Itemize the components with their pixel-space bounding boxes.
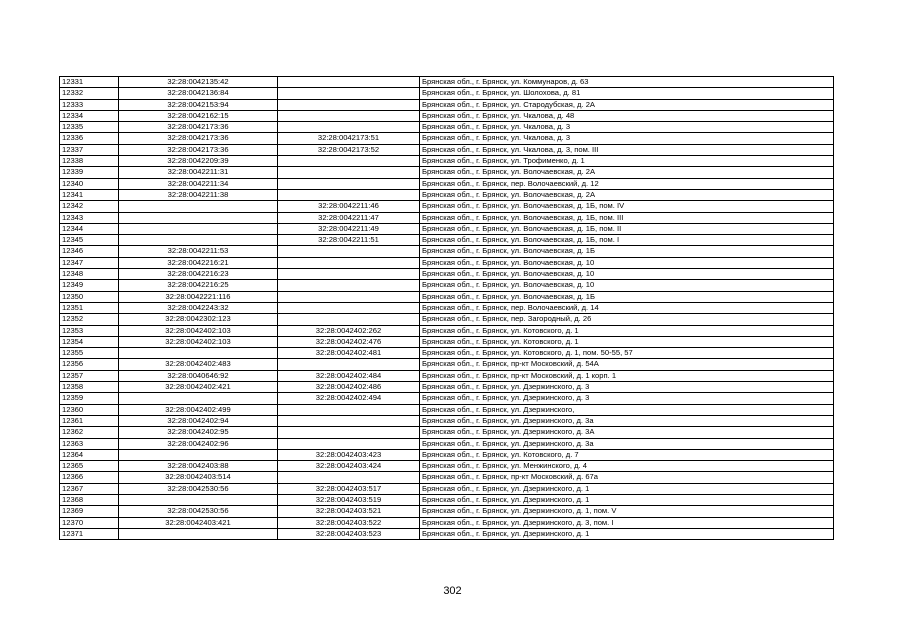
- record-number-cell: 12334: [60, 110, 119, 121]
- address-cell: Брянская обл., г. Брянск, ул. Волочаевская, д. 1Б, пом. II: [420, 223, 834, 234]
- table-row: [60, 348, 834, 359]
- premises-cadastral-number-cell: 32:28:0042211:46: [278, 201, 420, 212]
- premises-cadastral-number-cell: 32:28:0042403:522: [278, 517, 420, 528]
- registry-table: [59, 76, 834, 540]
- address-cell: Брянская обл., г. Брянск, ул. Дзержинского, д. 3а: [420, 415, 834, 426]
- premises-cadastral-number-cell: 32:28:0042173:51: [278, 133, 420, 144]
- record-number-cell: 12344: [60, 223, 119, 234]
- address-cell: Брянская обл., г. Брянск, ул. Чкалова, д. 3: [420, 122, 834, 133]
- table-row: [60, 404, 834, 415]
- cadastral-number-cell: 32:28:0042302:123: [119, 314, 278, 325]
- premises-cadastral-number-cell: [278, 99, 420, 110]
- cadastral-number-cell: 32:28:0042402:483: [119, 359, 278, 370]
- premises-cadastral-number-cell: 32:28:0042402:486: [278, 382, 420, 393]
- cadastral-number-cell: [119, 449, 278, 460]
- premises-cadastral-number-cell: 32:28:0042211:47: [278, 212, 420, 223]
- record-number-cell: 12345: [60, 235, 119, 246]
- address-cell: Брянская обл., г. Брянск, ул. Волочаевская, д. 10: [420, 269, 834, 280]
- record-number-cell: 12356: [60, 359, 119, 370]
- premises-cadastral-number-cell: 32:28:0042211:51: [278, 235, 420, 246]
- record-number-cell: 12368: [60, 494, 119, 505]
- record-number-cell: 12371: [60, 528, 119, 539]
- premises-cadastral-number-cell: [278, 302, 420, 313]
- table-row: [60, 88, 834, 99]
- premises-cadastral-number-cell: 32:28:0042402:484: [278, 370, 420, 381]
- table-row: [60, 99, 834, 110]
- address-cell: Брянская обл., г. Брянск, ул. Волочаевская, д. 1Б, пом. III: [420, 212, 834, 223]
- address-cell: Брянская обл., г. Брянск, ул. Коммунаров, д. 63: [420, 77, 834, 88]
- cadastral-number-cell: 32:28:0042135:42: [119, 77, 278, 88]
- address-cell: Брянская обл., г. Брянск, ул. Котовского, д. 1, пом. 50-55, 57: [420, 348, 834, 359]
- cadastral-number-cell: 32:28:0042211:38: [119, 189, 278, 200]
- table-row: [60, 314, 834, 325]
- cadastral-number-cell: 32:28:0042136:84: [119, 88, 278, 99]
- cadastral-number-cell: 32:28:0042403:88: [119, 461, 278, 472]
- premises-cadastral-number-cell: [278, 77, 420, 88]
- record-number-cell: 12335: [60, 122, 119, 133]
- table-row: [60, 393, 834, 404]
- cadastral-number-cell: 32:28:0042530:56: [119, 506, 278, 517]
- premises-cadastral-number-cell: [278, 257, 420, 268]
- address-cell: Брянская обл., г. Брянск, ул. Волочаевская, д. 1Б: [420, 291, 834, 302]
- cadastral-number-cell: 32:28:0042402:421: [119, 382, 278, 393]
- cadastral-number-cell: 32:28:0042153:94: [119, 99, 278, 110]
- address-cell: Брянская обл., г. Брянск, пр-кт Московский, д. 1 корп. 1: [420, 370, 834, 381]
- table-row: [60, 156, 834, 167]
- record-number-cell: 12333: [60, 99, 119, 110]
- address-cell: Брянская обл., г. Брянск, пер. Волочаевский, д. 12: [420, 178, 834, 189]
- cadastral-number-cell: 32:28:0042211:34: [119, 178, 278, 189]
- address-cell: Брянская обл., г. Брянск, ул. Котовского, д. 7: [420, 449, 834, 460]
- table-row: [60, 382, 834, 393]
- record-number-cell: 12359: [60, 393, 119, 404]
- record-number-cell: 12363: [60, 438, 119, 449]
- record-number-cell: 12349: [60, 280, 119, 291]
- table-row: [60, 449, 834, 460]
- cadastral-number-cell: 32:28:0042162:15: [119, 110, 278, 121]
- cadastral-number-cell: 32:28:0042173:36: [119, 122, 278, 133]
- table-row: [60, 506, 834, 517]
- record-number-cell: 12361: [60, 415, 119, 426]
- premises-cadastral-number-cell: 32:28:0042211:49: [278, 223, 420, 234]
- cadastral-number-cell: 32:28:0042209:39: [119, 156, 278, 167]
- page-number: 302: [443, 585, 462, 597]
- record-number-cell: 12354: [60, 336, 119, 347]
- address-cell: Брянская обл., г. Брянск, ул. Дзержинского, д. 3, пом. I: [420, 517, 834, 528]
- table-row: [60, 427, 834, 438]
- premises-cadastral-number-cell: [278, 415, 420, 426]
- address-cell: Брянская обл., г. Брянск, ул. Чкалова, д. 48: [420, 110, 834, 121]
- record-number-cell: 12353: [60, 325, 119, 336]
- cadastral-number-cell: 32:28:0042216:23: [119, 269, 278, 280]
- cadastral-number-cell: 32:28:0042530:56: [119, 483, 278, 494]
- cadastral-number-cell: 32:28:0042403:514: [119, 472, 278, 483]
- record-number-cell: 12332: [60, 88, 119, 99]
- record-number-cell: 12366: [60, 472, 119, 483]
- address-cell: Брянская обл., г. Брянск, ул. Дзержинского, д. 1, пом. V: [420, 506, 834, 517]
- record-number-cell: 12342: [60, 201, 119, 212]
- address-cell: Брянская обл., г. Брянск, пр-кт Московский, д. 67а: [420, 472, 834, 483]
- cadastral-number-cell: 32:28:0042402:103: [119, 336, 278, 347]
- premises-cadastral-number-cell: 32:28:0042403:519: [278, 494, 420, 505]
- address-cell: Брянская обл., г. Брянск, ул. Котовского, д. 1: [420, 336, 834, 347]
- record-number-cell: 12357: [60, 370, 119, 381]
- record-number-cell: 12340: [60, 178, 119, 189]
- record-number-cell: 12347: [60, 257, 119, 268]
- table-row: [60, 178, 834, 189]
- cadastral-number-cell: [119, 393, 278, 404]
- address-cell: Брянская обл., г. Брянск, пер. Волочаевский, д. 14: [420, 302, 834, 313]
- address-cell: Брянская обл., г. Брянск, ул. Волочаевская, д. 1Б, пом. IV: [420, 201, 834, 212]
- table-row: [60, 461, 834, 472]
- address-cell: Брянская обл., г. Брянск, ул. Дзержинского, д. 3: [420, 393, 834, 404]
- registry-table-body: [60, 77, 834, 540]
- premises-cadastral-number-cell: 32:28:0042403:517: [278, 483, 420, 494]
- record-number-cell: 12341: [60, 189, 119, 200]
- table-row: [60, 370, 834, 381]
- table-row: [60, 472, 834, 483]
- cadastral-number-cell: [119, 235, 278, 246]
- address-cell: Брянская обл., г. Брянск, пер. Загородный, д. 26: [420, 314, 834, 325]
- cadastral-number-cell: [119, 494, 278, 505]
- record-number-cell: 12343: [60, 212, 119, 223]
- premises-cadastral-number-cell: 32:28:0042402:481: [278, 348, 420, 359]
- address-cell: Брянская обл., г. Брянск, ул. Волочаевская, д. 10: [420, 280, 834, 291]
- premises-cadastral-number-cell: [278, 404, 420, 415]
- table-row: [60, 494, 834, 505]
- cadastral-number-cell: 32:28:0042216:21: [119, 257, 278, 268]
- table-row: [60, 189, 834, 200]
- table-row: [60, 133, 834, 144]
- cadastral-number-cell: 32:28:0042216:25: [119, 280, 278, 291]
- cadastral-number-cell: [119, 223, 278, 234]
- record-number-cell: 12337: [60, 144, 119, 155]
- address-cell: Брянская обл., г. Брянск, ул. Дзержинского, д. 1: [420, 483, 834, 494]
- premises-cadastral-number-cell: [278, 427, 420, 438]
- premises-cadastral-number-cell: [278, 280, 420, 291]
- table-row: [60, 302, 834, 313]
- premises-cadastral-number-cell: [278, 438, 420, 449]
- record-number-cell: 12358: [60, 382, 119, 393]
- address-cell: Брянская обл., г. Брянск, ул. Котовского, д. 1: [420, 325, 834, 336]
- premises-cadastral-number-cell: [278, 167, 420, 178]
- record-number-cell: 12364: [60, 449, 119, 460]
- address-cell: Брянская обл., г. Брянск, ул. Волочаевская, д. 10: [420, 257, 834, 268]
- record-number-cell: 12352: [60, 314, 119, 325]
- address-cell: Брянская обл., г. Брянск, пр-кт Московский, д. 54А: [420, 359, 834, 370]
- record-number-cell: 12360: [60, 404, 119, 415]
- table-row: [60, 110, 834, 121]
- record-number-cell: 12365: [60, 461, 119, 472]
- address-cell: Брянская обл., г. Брянск, ул. Чкалова, д. 3: [420, 133, 834, 144]
- table-row: [60, 438, 834, 449]
- table-row: [60, 223, 834, 234]
- address-cell: Брянская обл., г. Брянск, ул. Трофименко, д. 1: [420, 156, 834, 167]
- premises-cadastral-number-cell: [278, 156, 420, 167]
- cadastral-number-cell: 32:28:0042402:103: [119, 325, 278, 336]
- address-cell: Брянская обл., г. Брянск, ул. Дзержинского, д. 3: [420, 382, 834, 393]
- table-row: [60, 77, 834, 88]
- premises-cadastral-number-cell: 32:28:0042402:262: [278, 325, 420, 336]
- table-row: [60, 144, 834, 155]
- record-number-cell: 12355: [60, 348, 119, 359]
- cadastral-number-cell: 32:28:0042402:96: [119, 438, 278, 449]
- table-row: [60, 291, 834, 302]
- premises-cadastral-number-cell: [278, 88, 420, 99]
- address-cell: Брянская обл., г. Брянск, ул. Дзержинского,: [420, 404, 834, 415]
- table-row: [60, 122, 834, 133]
- address-cell: Брянская обл., г. Брянск, ул. Дзержинского, д. 1: [420, 494, 834, 505]
- premises-cadastral-number-cell: 32:28:0042403:423: [278, 449, 420, 460]
- address-cell: Брянская обл., г. Брянск, ул. Волочаевская, д. 1Б: [420, 246, 834, 257]
- record-number-cell: 12339: [60, 167, 119, 178]
- record-number-cell: 12348: [60, 269, 119, 280]
- table-row: [60, 212, 834, 223]
- premises-cadastral-number-cell: [278, 472, 420, 483]
- premises-cadastral-number-cell: [278, 291, 420, 302]
- premises-cadastral-number-cell: 32:28:0042402:494: [278, 393, 420, 404]
- premises-cadastral-number-cell: [278, 269, 420, 280]
- premises-cadastral-number-cell: [278, 178, 420, 189]
- record-number-cell: 12362: [60, 427, 119, 438]
- address-cell: Брянская обл., г. Брянск, ул. Менжинского, д. 4: [420, 461, 834, 472]
- table-row: [60, 246, 834, 257]
- cadastral-number-cell: [119, 212, 278, 223]
- record-number-cell: 12370: [60, 517, 119, 528]
- cadastral-number-cell: [119, 528, 278, 539]
- premises-cadastral-number-cell: [278, 110, 420, 121]
- table-row: [60, 201, 834, 212]
- cadastral-number-cell: 32:28:0040646:92: [119, 370, 278, 381]
- cadastral-number-cell: 32:28:0042173:36: [119, 144, 278, 155]
- record-number-cell: 12336: [60, 133, 119, 144]
- table-row: [60, 257, 834, 268]
- address-cell: Брянская обл., г. Брянск, ул. Волочаевская, д. 2А: [420, 189, 834, 200]
- cadastral-number-cell: 32:28:0042211:53: [119, 246, 278, 257]
- premises-cadastral-number-cell: 32:28:0042403:523: [278, 528, 420, 539]
- table-row: [60, 483, 834, 494]
- record-number-cell: 12350: [60, 291, 119, 302]
- cadastral-number-cell: 32:28:0042402:94: [119, 415, 278, 426]
- address-cell: Брянская обл., г. Брянск, ул. Волочаевская, д. 1Б, пом. I: [420, 235, 834, 246]
- record-number-cell: 12369: [60, 506, 119, 517]
- cadastral-number-cell: 32:28:0042173:36: [119, 133, 278, 144]
- cadastral-number-cell: 32:28:0042211:31: [119, 167, 278, 178]
- table-row: [60, 325, 834, 336]
- premises-cadastral-number-cell: 32:28:0042403:424: [278, 461, 420, 472]
- record-number-cell: 12351: [60, 302, 119, 313]
- cadastral-number-cell: [119, 201, 278, 212]
- address-cell: Брянская обл., г. Брянск, ул. Шолохова, д. 81: [420, 88, 834, 99]
- cadastral-number-cell: 32:28:0042403:421: [119, 517, 278, 528]
- premises-cadastral-number-cell: [278, 122, 420, 133]
- premises-cadastral-number-cell: 32:28:0042173:52: [278, 144, 420, 155]
- address-cell: Брянская обл., г. Брянск, ул. Дзержинского, д. 3а: [420, 438, 834, 449]
- cadastral-number-cell: 32:28:0042221:116: [119, 291, 278, 302]
- record-number-cell: 12367: [60, 483, 119, 494]
- premises-cadastral-number-cell: 32:28:0042402:476: [278, 336, 420, 347]
- premises-cadastral-number-cell: 32:28:0042403:521: [278, 506, 420, 517]
- record-number-cell: 12331: [60, 77, 119, 88]
- table-row: [60, 235, 834, 246]
- cadastral-number-cell: 32:28:0042243:32: [119, 302, 278, 313]
- cadastral-number-cell: 32:28:0042402:95: [119, 427, 278, 438]
- record-number-cell: 12346: [60, 246, 119, 257]
- table-row: [60, 528, 834, 539]
- record-number-cell: 12338: [60, 156, 119, 167]
- address-cell: Брянская обл., г. Брянск, ул. Чкалова, д. 3, пом. III: [420, 144, 834, 155]
- table-row: [60, 269, 834, 280]
- table-row: [60, 336, 834, 347]
- premises-cadastral-number-cell: [278, 189, 420, 200]
- premises-cadastral-number-cell: [278, 359, 420, 370]
- cadastral-number-cell: [119, 348, 278, 359]
- address-cell: Брянская обл., г. Брянск, ул. Волочаевская, д. 2А: [420, 167, 834, 178]
- table-row: [60, 359, 834, 370]
- table-row: [60, 517, 834, 528]
- premises-cadastral-number-cell: [278, 246, 420, 257]
- table-row: [60, 415, 834, 426]
- premises-cadastral-number-cell: [278, 314, 420, 325]
- address-cell: Брянская обл., г. Брянск, ул. Стародубская, д. 2А: [420, 99, 834, 110]
- table-row: [60, 167, 834, 178]
- cadastral-number-cell: 32:28:0042402:499: [119, 404, 278, 415]
- address-cell: Брянская обл., г. Брянск, ул. Дзержинского, д. 1: [420, 528, 834, 539]
- address-cell: Брянская обл., г. Брянск, ул. Дзержинского, д. 3А: [420, 427, 834, 438]
- table-row: [60, 280, 834, 291]
